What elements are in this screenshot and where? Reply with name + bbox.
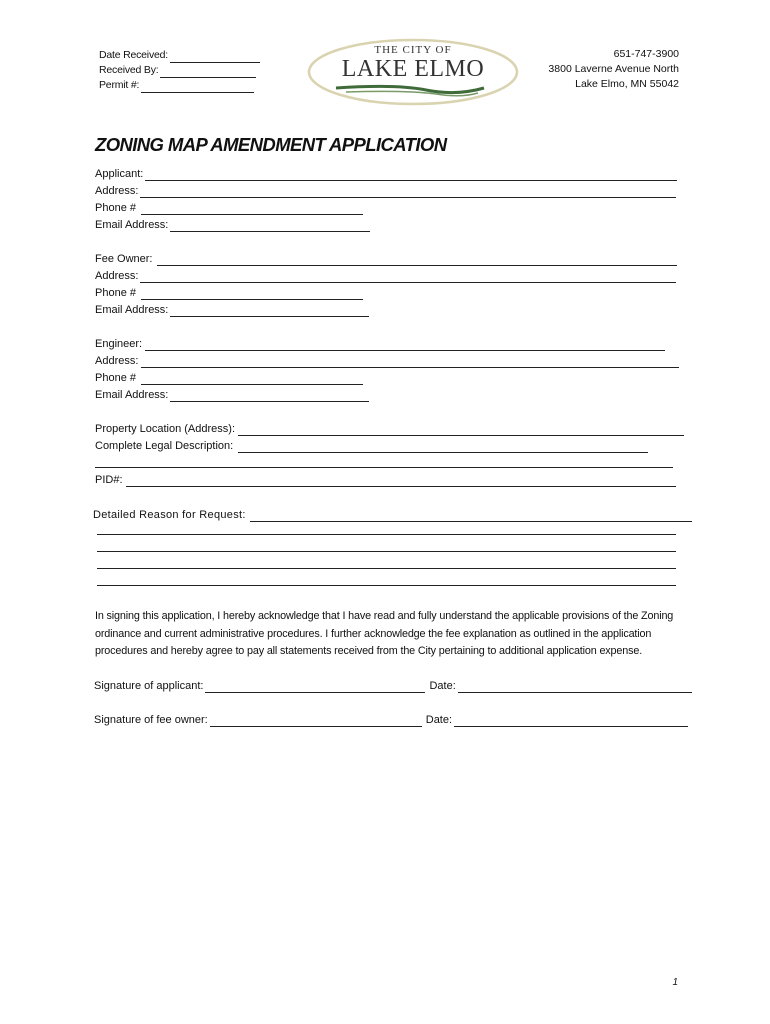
fee-owner-email-field[interactable] xyxy=(170,305,369,317)
page-title: ZONING MAP AMENDMENT APPLICATION xyxy=(95,134,447,155)
property-location-row xyxy=(95,422,684,436)
engineer-phone-row xyxy=(95,371,363,385)
fee-owner-email-label: Email Address: xyxy=(95,304,169,316)
applicant-signature-field[interactable] xyxy=(205,681,425,693)
applicant-phone-row xyxy=(95,201,363,215)
applicant-email-label: Email Address: xyxy=(95,219,169,231)
reason-label: Detailed Reason for Request: xyxy=(93,509,246,521)
applicant-address-label: Address: xyxy=(95,185,139,197)
fee-owner-signature-row xyxy=(94,713,688,727)
legal-description-line-2[interactable] xyxy=(95,467,673,468)
pid-label: PID#: xyxy=(95,474,123,486)
permit-number-field[interactable] xyxy=(141,81,254,93)
office-use-block xyxy=(99,48,260,93)
page-number: 1 xyxy=(672,977,678,988)
applicant-row xyxy=(95,167,677,181)
engineer-address-label: Address: xyxy=(95,355,139,367)
applicant-signature-row xyxy=(94,679,692,693)
fee-owner-date-field[interactable] xyxy=(454,715,688,727)
received-by-field[interactable] xyxy=(160,66,256,78)
logo-main-text: LAKE ELMO xyxy=(341,56,485,82)
acknowledgement-line-3: procedures and hereby agree to pay all statements received from the City pertaining to additional application expense. xyxy=(95,645,643,657)
engineer-email-field[interactable] xyxy=(170,390,369,402)
reason-line-2[interactable] xyxy=(97,534,676,535)
applicant-date-label: Date: xyxy=(429,680,456,692)
engineer-email-label: Email Address: xyxy=(95,389,169,401)
city-logo xyxy=(306,38,520,106)
applicant-signature-label: Signature of applicant: xyxy=(94,680,204,692)
engineer-phone-field[interactable] xyxy=(141,373,363,385)
legal-description-field[interactable] xyxy=(238,441,648,453)
fee-owner-phone-label: Phone # xyxy=(95,287,136,299)
pid-row xyxy=(95,473,676,487)
applicant-date-field[interactable] xyxy=(458,681,692,693)
fee-owner-address-label: Address: xyxy=(95,270,139,282)
permit-number-label: Permit #: xyxy=(99,79,140,91)
city-phone: 651-747-3900 xyxy=(613,48,679,60)
legal-description-label: Complete Legal Description: xyxy=(95,440,234,452)
fee-owner-phone-row xyxy=(95,286,363,300)
reason-line-4[interactable] xyxy=(97,568,676,569)
fee-owner-address-field[interactable] xyxy=(140,271,676,283)
applicant-address-row xyxy=(95,184,676,198)
date-received-field[interactable] xyxy=(170,51,260,63)
engineer-address-row xyxy=(95,354,679,368)
engineer-address-field[interactable] xyxy=(141,356,679,368)
engineer-email-row xyxy=(95,388,369,402)
engineer-field[interactable] xyxy=(145,339,665,351)
applicant-field[interactable] xyxy=(145,169,677,181)
reason-row xyxy=(93,508,692,522)
fee-owner-phone-field[interactable] xyxy=(141,288,363,300)
fee-owner-signature-field[interactable] xyxy=(210,715,422,727)
fee-owner-field[interactable] xyxy=(157,254,677,266)
fee-owner-email-row xyxy=(95,303,369,317)
applicant-phone-field[interactable] xyxy=(141,203,363,215)
property-location-label: Property Location (Address): xyxy=(95,423,236,435)
received-by-label: Received By: xyxy=(99,64,159,76)
reason-line-3[interactable] xyxy=(97,551,676,552)
fee-owner-label: Fee Owner: xyxy=(95,253,153,265)
applicant-email-row xyxy=(95,218,370,232)
city-address-line1: 3800 Laverne Avenue North xyxy=(548,63,679,75)
legal-description-row xyxy=(95,439,648,453)
reason-field[interactable] xyxy=(250,510,692,522)
property-location-field[interactable] xyxy=(238,424,684,436)
reason-line-5[interactable] xyxy=(97,585,676,586)
date-received-label: Date Received: xyxy=(99,49,168,61)
applicant-phone-label: Phone # xyxy=(95,202,136,214)
fee-owner-date-label: Date: xyxy=(425,714,453,726)
acknowledgement-line-2: ordinance and current administrative procedures. I further acknowledge the fee explanation as outlined in the application xyxy=(95,627,652,640)
fee-owner-address-row xyxy=(95,269,676,283)
engineer-phone-label: Phone # xyxy=(95,372,136,384)
applicant-address-field[interactable] xyxy=(140,186,676,198)
acknowledgement-paragraph xyxy=(95,608,695,661)
city-address-line2: Lake Elmo, MN 55042 xyxy=(575,78,679,90)
fee-owner-signature-label: Signature of fee owner: xyxy=(94,714,208,726)
pid-field[interactable] xyxy=(126,475,676,487)
applicant-email-field[interactable] xyxy=(170,220,370,232)
engineer-row xyxy=(95,337,665,351)
acknowledgement-line-1: In signing this application, I hereby acknowledge that I have read and fully understand the applicable provisions of the Zoning xyxy=(95,610,674,622)
engineer-label: Engineer: xyxy=(95,338,143,350)
applicant-label: Applicant: xyxy=(95,168,144,180)
fee-owner-row xyxy=(95,252,677,266)
logo-top-text: THE CITY OF xyxy=(374,44,452,56)
city-contact xyxy=(548,47,679,92)
